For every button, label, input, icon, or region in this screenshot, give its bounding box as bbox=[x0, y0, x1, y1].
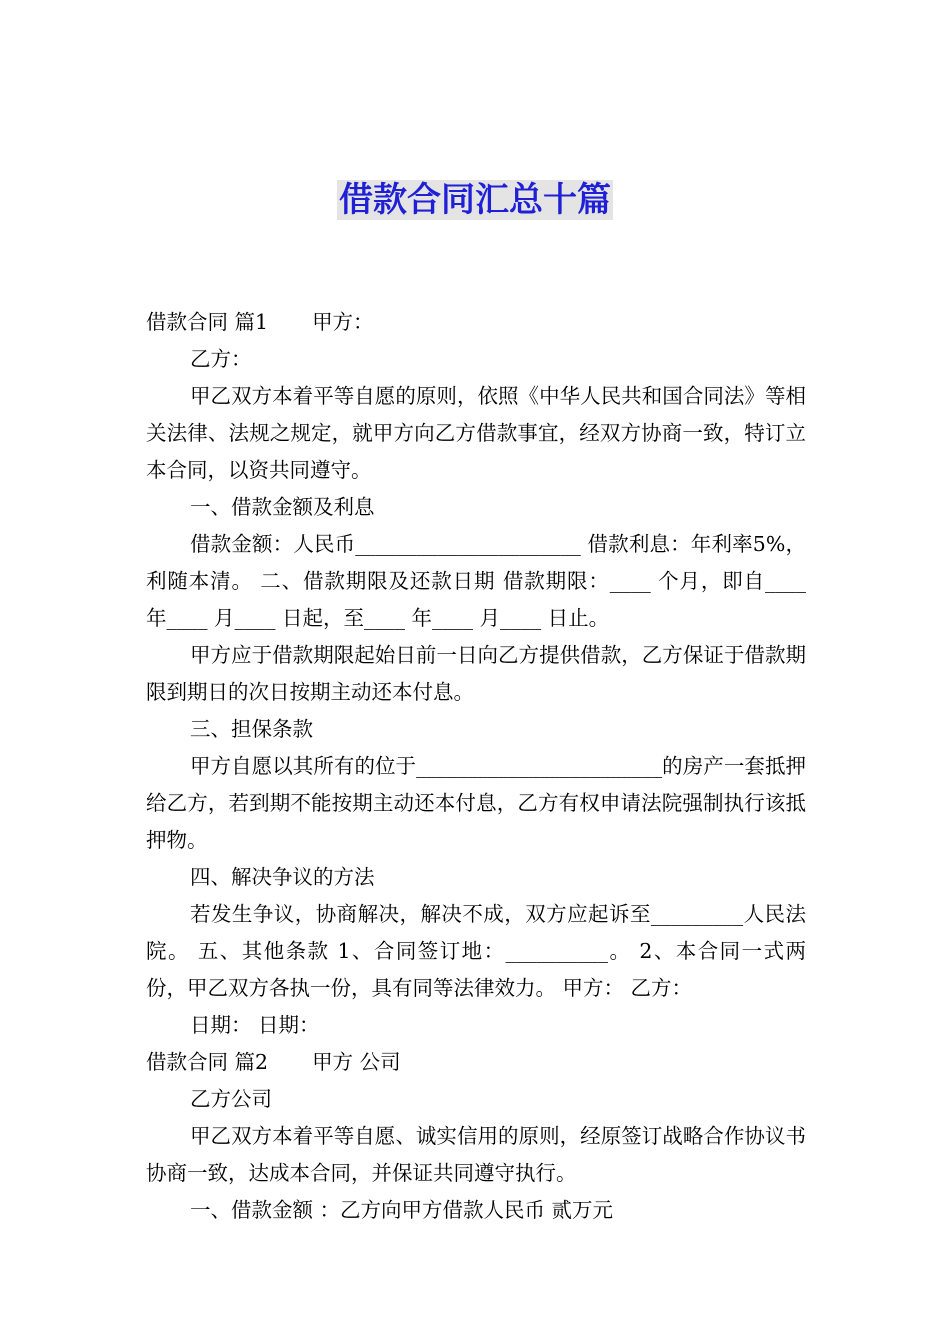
paragraph: 乙方公司 bbox=[190, 1087, 272, 1111]
paragraph: 甲方应于借款期限起始日前一日向乙方提供借款，乙方保证于借款期限到期日的次日按期主动还本付息。 bbox=[146, 643, 806, 704]
document-title-text: 借款合同汇总十篇 bbox=[339, 180, 611, 220]
section-heading-1 bbox=[146, 304, 806, 341]
party-a-label: 甲方 公司 bbox=[312, 1050, 401, 1074]
paragraph: 三、担保条款 bbox=[190, 717, 313, 741]
document-body bbox=[146, 304, 806, 1229]
party-a-label: 甲方： bbox=[312, 310, 374, 334]
paragraph: 一、借款金额 ：乙方向甲方借款人民币 贰万元 bbox=[190, 1198, 614, 1222]
paragraph: 借款金额：人民币______________________ 借款利息：年利率5%，利随本清。 二、借款期限及还款日期 借款期限：____ 个月，即自____ 年____ 月____ 日起，至____ 年____ 月____ 日止。 bbox=[146, 532, 806, 630]
paragraph: 甲方自愿以其所有的位于________________________的房产一套抵押给乙方，若到期不能按期主动还本付息，乙方有权申请法院强制执行该抵押物。 bbox=[146, 754, 806, 852]
section-heading-label: 借款合同 篇1 bbox=[146, 310, 269, 334]
paragraph: 若发生争议，协商解决，解决不成，双方应起诉至_________人民法院。 五、其他条款 1、合同签订地：__________。 2、本合同一式两份，甲乙双方各执一份，具有同等法律效力。 甲方： 乙方： bbox=[146, 902, 806, 1000]
document-title bbox=[0, 178, 950, 222]
paragraph: 一、借款金额及利息 bbox=[190, 495, 375, 519]
paragraph: 甲乙双方本着平等自愿、诚实信用的原则，经原签订战略合作协议书协商一致，达成本合同，并保证共同遵守执行。 bbox=[146, 1124, 806, 1185]
section-heading-2 bbox=[146, 1044, 806, 1081]
paragraph: 日期： 日期： bbox=[190, 1013, 320, 1037]
paragraph: 四、解决争议的方法 bbox=[190, 865, 375, 889]
paragraph: 甲乙双方本着平等自愿的原则，依照《中华人民共和国合同法》等相关法律、法规之规定，就甲方向乙方借款事宜，经双方协商一致，特订立本合同，以资共同遵守。 bbox=[146, 384, 806, 482]
section-heading-label: 借款合同 篇2 bbox=[146, 1050, 269, 1074]
paragraph: 乙方： bbox=[190, 347, 252, 371]
